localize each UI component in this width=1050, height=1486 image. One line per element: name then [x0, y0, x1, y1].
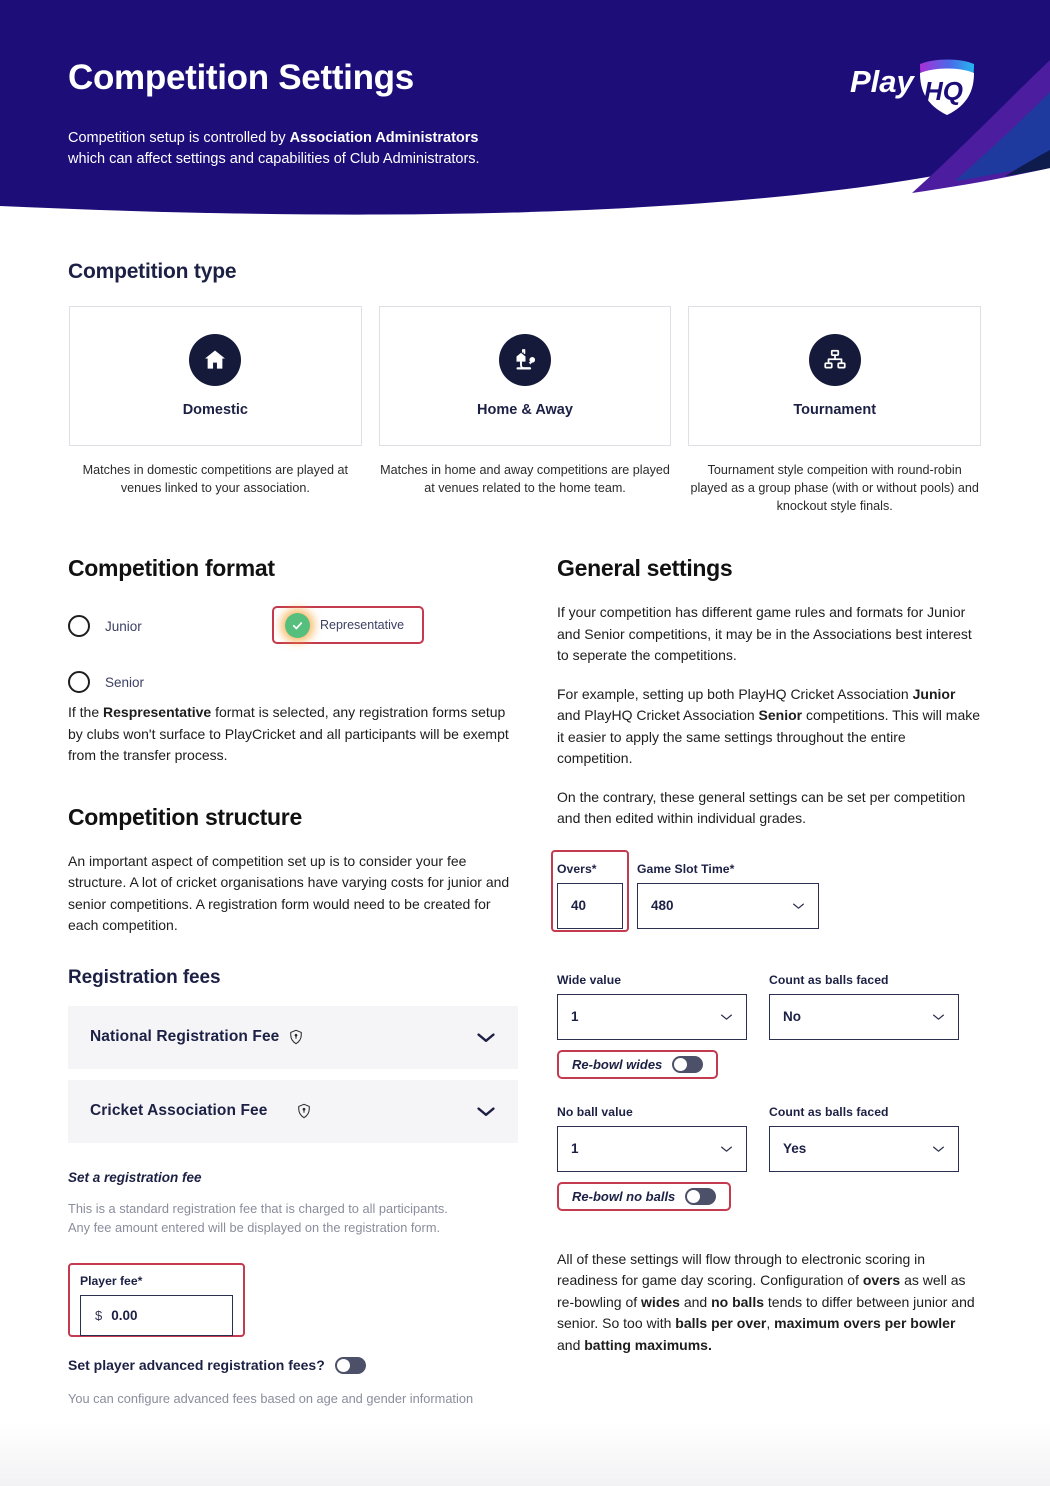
competition-type-label: Home & Away: [477, 402, 573, 418]
radio-circle-icon: [68, 615, 90, 637]
competition-type-card-tournament[interactable]: [688, 306, 981, 446]
wide-value-row: [557, 973, 982, 1040]
registration-fees-heading: Registration fees: [68, 966, 221, 988]
fee-row-label: National Registration Fee: [90, 1028, 280, 1045]
chevron-down-icon: [720, 1145, 733, 1153]
game-slot-time-value: 480: [651, 898, 674, 913]
competition-type-card-domestic[interactable]: [69, 306, 362, 446]
note-bold: Respresentative: [103, 704, 212, 720]
wide-count-as-balls-faced-field: [769, 973, 959, 1040]
competition-type-description: Tournament style compeition with round-robin played as a group phase (with or without pools) and knockout style finals.: [690, 463, 979, 513]
toggle-knob: [687, 1190, 700, 1203]
overs-input[interactable]: [557, 883, 623, 929]
bottom-fade: [0, 1422, 1050, 1486]
rebowl-no-balls-toggle[interactable]: [685, 1188, 716, 1205]
competition-structure-heading: Competition structure: [68, 803, 302, 830]
general-settings-paragraph-3: On the contrary, these general settings can be set per competition and then edited within individual grades.: [557, 788, 966, 826]
chevron-down-icon[interactable]: [476, 1105, 496, 1118]
check-icon: [285, 613, 310, 638]
no-ball-value-row: [557, 1105, 982, 1172]
closing-bold-no-balls: no balls: [711, 1293, 764, 1310]
general-settings-heading: General settings: [557, 555, 733, 581]
svg-text:HQ: HQ: [924, 76, 963, 106]
overs-label: Overs*: [557, 861, 597, 876]
helper-line-1: This is a standard registration fee that is charged to all participants.: [68, 1200, 448, 1216]
hierarchy-icon: [809, 334, 861, 386]
radio-option-senior[interactable]: [68, 662, 518, 702]
rebowl-no-balls-label: Re-bowl no balls: [572, 1188, 676, 1204]
overs-field: [557, 862, 623, 929]
competition-structure-paragraph: An important aspect of competition set up is to consider your fee structure. A lot of cricket organisations have varying costs for junior and senior competitions. A registration form would need to be created for each competition.: [68, 852, 510, 933]
wide-count-select[interactable]: [769, 994, 959, 1040]
closing-bold-overs: overs: [862, 1272, 901, 1288]
page-title: Competition Settings: [68, 58, 414, 97]
competition-type-description: Matches in home and away competitions are played at venues related to the home team.: [380, 463, 670, 495]
chevron-down-icon[interactable]: [476, 1031, 496, 1044]
header-subtitle-line1-pre: Competition setup is controlled by: [68, 130, 290, 146]
fee-row-cricket-association[interactable]: [68, 1080, 518, 1143]
header-subtitle: [68, 128, 688, 170]
competition-format-heading: Competition format: [68, 555, 275, 581]
fee-row-label: Cricket Association Fee: [90, 1102, 268, 1119]
competition-type-card-home-away[interactable]: [379, 306, 672, 446]
toggle-knob: [674, 1058, 687, 1071]
rebowl-wides-label: Re-bowl wides: [572, 1056, 663, 1072]
left-column: [68, 555, 518, 1408]
representative-label: Representative: [320, 618, 405, 632]
wide-count-value: No: [783, 1009, 801, 1024]
general-settings-closing-note: [557, 1249, 982, 1357]
no-ball-value-label: No ball value: [557, 1104, 633, 1119]
player-fee-value: 0.00: [111, 1307, 138, 1323]
competition-type-heading: Competition type: [68, 260, 237, 283]
overs-value: 40: [571, 898, 587, 913]
note-post: format is selected, any registration forms setup by clubs won't surface to PlayCricket and all participants will be exempt from the transfer process.: [68, 704, 509, 763]
competition-type-descriptions: [69, 461, 981, 515]
player-fee-group: [68, 1263, 245, 1337]
wide-value-field: [557, 973, 747, 1040]
chevron-down-icon: [932, 1013, 945, 1021]
lock-icon: [289, 1029, 303, 1045]
chevron-down-icon: [932, 1145, 945, 1153]
overs-and-slot-time-row: [557, 862, 982, 938]
general-settings-paragraph-2: [557, 684, 982, 770]
wide-value-select[interactable]: [557, 994, 747, 1040]
player-fee-input[interactable]: [80, 1295, 233, 1336]
no-ball-count-as-balls-faced-field: [769, 1105, 959, 1172]
home-route-pin-icon: [499, 334, 551, 386]
radio-circle-icon: [68, 671, 90, 693]
rebowl-wides-toggle[interactable]: [672, 1056, 703, 1073]
toggle-knob: [337, 1359, 350, 1372]
radio-label: Junior: [105, 618, 142, 634]
no-ball-value-select[interactable]: [557, 1126, 747, 1172]
closing-bold-max-overs: maximum overs per bowler: [774, 1315, 956, 1331]
lock-icon: [297, 1103, 311, 1119]
p2-bold-junior: Junior: [912, 685, 956, 702]
svg-text:Play: Play: [850, 64, 914, 99]
closing-mid-3: tends to differ between junior and senior. So too with: [557, 1293, 975, 1331]
no-ball-count-value: Yes: [783, 1141, 807, 1156]
chevron-down-icon: [792, 902, 805, 910]
currency-symbol: $: [95, 1307, 103, 1323]
competition-type-description: Matches in domestic competitions are played at venues linked to your association.: [82, 463, 348, 495]
player-fee-label: Player fee*: [80, 1273, 143, 1288]
closing-bold-batting-max: batting maximums.: [584, 1336, 712, 1353]
header-subtitle-bold: Association Administrators: [289, 130, 479, 146]
wide-value-label: Wide value: [557, 972, 622, 987]
radio-label: Senior: [105, 674, 145, 690]
competition-type-label: Tournament: [793, 402, 877, 418]
advanced-fees-helper: You can configure advanced fees based on age and gender information: [68, 1390, 474, 1406]
closing-pre: All of these settings will flow through to electronic scoring in readiness for game day scoring. Configuration of: [557, 1250, 926, 1288]
competition-format-options: [68, 606, 518, 702]
page-header: [0, 0, 1050, 225]
p2-bold-senior: Senior: [758, 707, 803, 723]
chevron-down-icon: [720, 1013, 733, 1021]
closing-mid-5: and: [557, 1336, 585, 1353]
closing-bold-wides: wides: [641, 1293, 680, 1310]
wide-count-label: Count as balls faced: [769, 972, 889, 987]
no-ball-value-field: [557, 1105, 747, 1172]
fee-row-national-registration[interactable]: [68, 1006, 518, 1069]
set-registration-fee-heading: Set a registration fee: [68, 1169, 202, 1185]
header-subtitle-line2: which can affect settings and capabilities of Club Administrators.: [68, 151, 480, 167]
right-column: [557, 555, 982, 1356]
rebowl-wides-group: [557, 1050, 718, 1079]
advanced-fees-toggle[interactable]: [335, 1357, 366, 1374]
closing-mid-1: as well as re-bowling of: [557, 1272, 966, 1310]
rebowl-no-balls-group: [557, 1182, 731, 1211]
no-ball-count-label: Count as balls faced: [769, 1104, 889, 1119]
game-slot-time-select[interactable]: [637, 883, 819, 929]
set-registration-fee-helper: [68, 1199, 518, 1237]
closing-bold-balls-per-over: balls per over: [675, 1315, 767, 1331]
competition-type-label: Domestic: [182, 402, 248, 418]
p2-pre: For example, setting up both PlayHQ Cricket Association: [557, 685, 913, 702]
advanced-fees-label: Set player advanced registration fees?: [68, 1357, 325, 1373]
playhq-logo: [850, 52, 995, 122]
no-ball-value-value: 1: [571, 1141, 579, 1156]
representative-option[interactable]: [272, 606, 424, 644]
closing-mid-4: ,: [766, 1315, 775, 1331]
p2-mid: and PlayHQ Cricket Association: [557, 707, 759, 723]
wide-value-value: 1: [571, 1009, 579, 1024]
game-slot-time-field: [637, 862, 819, 929]
closing-mid-2: and: [679, 1293, 712, 1310]
no-ball-count-select[interactable]: [769, 1126, 959, 1172]
helper-line-2: Any fee amount entered will be displayed on the registration form.: [68, 1219, 441, 1235]
p2-post: competitions. This will make it easier to apply the same settings throughout the entire competition.: [557, 707, 981, 766]
advanced-fees-row: [68, 1357, 518, 1374]
general-settings-paragraph-1: If your competition has different game rules and formats for Junior and Senior competitions, it may be in the Associations best interest to seperate the competitions.: [557, 604, 972, 663]
home-icon: [189, 334, 241, 386]
competition-type-cards: [69, 306, 981, 446]
game-slot-time-label: Game Slot Time*: [637, 861, 735, 876]
note-pre: If the: [68, 704, 104, 720]
competition-format-note: [68, 702, 518, 767]
